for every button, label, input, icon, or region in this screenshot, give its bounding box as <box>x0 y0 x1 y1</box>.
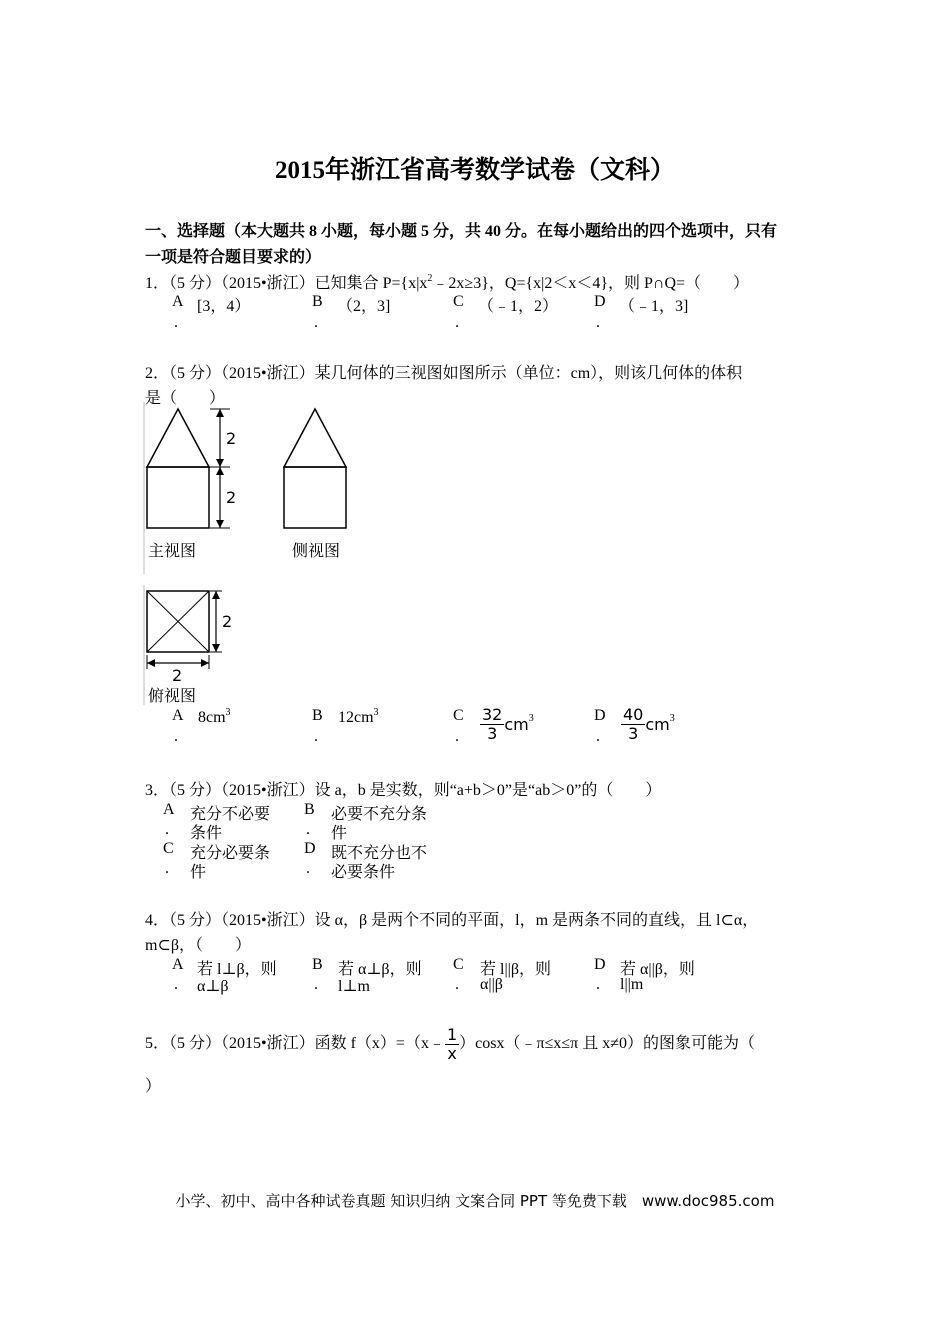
q1-option-d-dot: . <box>596 314 600 331</box>
q2-option-a-dot: . <box>174 728 178 745</box>
q3-option-d-letter: D <box>304 840 316 857</box>
question-1 <box>145 270 749 293</box>
section-heading-line2: 一项是符合题目要求的） <box>145 249 322 266</box>
q3-option-d-line1: 既不充分也不 <box>331 845 428 862</box>
q2-option-d-fraction: $\frac{40}{3}$ $cm^3$ <box>623 705 675 743</box>
q1-option-b-letter: B <box>312 293 323 310</box>
q3-option-b-line1: 必要不充分条 <box>331 806 428 823</box>
question-2-line1: 2．（5 分）（2015•浙江）某几何体的三视图如图所示（单位：cm），则该几何体的体积 <box>145 365 743 382</box>
q3-option-c-line1: 充分必要条 <box>190 845 271 862</box>
question-1-exponent: 2 <box>427 273 433 284</box>
q3-option-b-line2: 件 <box>331 825 348 842</box>
side-view-label: 侧视图 <box>292 541 341 560</box>
q2-option-a-text: $8cm^3$ <box>198 707 231 726</box>
q2-option-b-dot: . <box>314 728 318 745</box>
q3-option-c-dot: . <box>165 860 169 877</box>
question-4-line1: 4．（5 分）（2015•浙江）设 α，β 是两个不同的平面，l，m 是两条不同的直线，且 l⊂α， <box>145 912 759 929</box>
front-dim-bottom: 2 <box>226 488 237 507</box>
q1-option-c-letter: C <box>453 293 464 310</box>
q1-option-a-text: [3，4） <box>197 298 251 315</box>
q4-option-a-line1: 若 l⊥β，则 <box>197 961 277 978</box>
q4-option-a-line2: α⊥β <box>197 978 229 995</box>
q2-option-b-letter: B <box>312 707 323 724</box>
q4-option-b-line1: 若 α⊥β，则 <box>338 961 422 978</box>
question-4-line2: m⊂β，（ ） <box>145 937 251 954</box>
question-5-suffix: ）cosx（﹣π≤x≤π 且 x≠0）的图象可能为（ <box>459 1035 755 1053</box>
q4-option-a-letter: A <box>172 956 184 973</box>
question-2-line2: 是（ ） <box>145 390 226 407</box>
q4-option-b-letter: B <box>312 956 323 973</box>
q2-option-b-text: $12cm^3$ <box>338 707 379 726</box>
top-dim-width: 2 <box>172 666 183 685</box>
q1-option-a-dot: . <box>174 314 178 331</box>
q3-option-a-letter: A <box>163 801 175 818</box>
q1-option-a-letter: A <box>172 293 184 310</box>
side-view-figure <box>270 402 370 567</box>
top-view-label: 俯视图 <box>148 686 197 705</box>
q2-option-d-letter: D <box>594 707 606 724</box>
question-1-prefix: 1．（5 分）（2015•浙江）已知集合 P={x|x <box>145 275 428 292</box>
q3-option-d-dot: . <box>306 860 310 877</box>
q4-option-d-line2: l||m <box>620 976 644 993</box>
q3-option-c-letter: C <box>163 840 174 857</box>
question-5-line2: ） <box>145 1078 162 1095</box>
front-dim-top: 2 <box>226 429 237 448</box>
q4-option-c-letter: C <box>453 956 464 973</box>
q4-option-b-dot: . <box>314 976 318 993</box>
question-1-suffix: ﹣2x≥3}，Q={x|2＜x＜4}，则 P∩Q=（ ） <box>432 275 750 292</box>
q1-option-c-dot: . <box>455 314 459 331</box>
page-footer: 小学、初中、高中各种试卷真题 知识归纳 文案合同 PPT 等免费下载 www.doc985.com <box>175 1192 775 1210</box>
top-view-figure <box>140 585 250 705</box>
question-5-fraction: $\frac{1}{x}$ <box>446 1025 458 1063</box>
q1-option-c-text: （﹣1，2） <box>478 298 559 315</box>
question-5-line1 <box>145 1026 755 1063</box>
q4-option-d-dot: . <box>596 976 600 993</box>
q3-option-c-line2: 件 <box>190 864 207 881</box>
q3-option-a-line1: 充分不必要 <box>190 806 271 823</box>
q1-option-b-dot: . <box>314 314 318 331</box>
q4-option-b-line2: l⊥m <box>338 978 370 995</box>
q2-option-d-dot: . <box>596 728 600 745</box>
q2-option-c-letter: C <box>453 707 464 724</box>
q3-option-b-letter: B <box>304 801 315 818</box>
q1-option-b-text: （2，3] <box>337 298 391 315</box>
question-5-prefix: 5．（5 分）（2015•浙江）函数 f（x）=（x﹣ <box>145 1035 445 1053</box>
q3-option-d-line2: 必要条件 <box>331 864 396 881</box>
section-heading-line1: 一、选择题（本大题共 8 小题，每小题 5 分，共 40 分。在每小题给出的四个选项中，只有 <box>145 223 778 240</box>
front-view-label: 主视图 <box>148 541 197 560</box>
exam-title: 2015年浙江省高考数学试卷（文科） <box>274 157 675 184</box>
q3-option-b-dot: . <box>306 821 310 838</box>
q1-option-d-letter: D <box>594 293 606 310</box>
front-view-figure <box>140 402 250 574</box>
q4-option-c-line2: α||β <box>480 976 503 993</box>
top-dim-height: 2 <box>222 612 233 631</box>
q2-option-c-dot: . <box>455 728 459 745</box>
q4-option-a-dot: . <box>174 976 178 993</box>
question-3: 3．（5 分）（2015•浙江）设 a，b 是实数，则“a+b＞0”是“ab＞0”的（ ） <box>145 782 662 799</box>
q3-option-a-dot: . <box>165 821 169 838</box>
q3-option-a-line2: 条件 <box>190 825 223 842</box>
q4-option-d-line1: 若 α||β，则 <box>620 961 695 978</box>
q2-option-c-fraction: $\frac{32}{3}$ $cm^3$ <box>482 705 534 743</box>
q2-option-a-letter: A <box>172 707 184 724</box>
q4-option-c-dot: . <box>455 976 459 993</box>
q4-option-c-line1: 若 l||β，则 <box>480 961 551 978</box>
q1-option-d-text: （﹣1，3] <box>619 298 689 315</box>
q4-option-d-letter: D <box>594 956 606 973</box>
